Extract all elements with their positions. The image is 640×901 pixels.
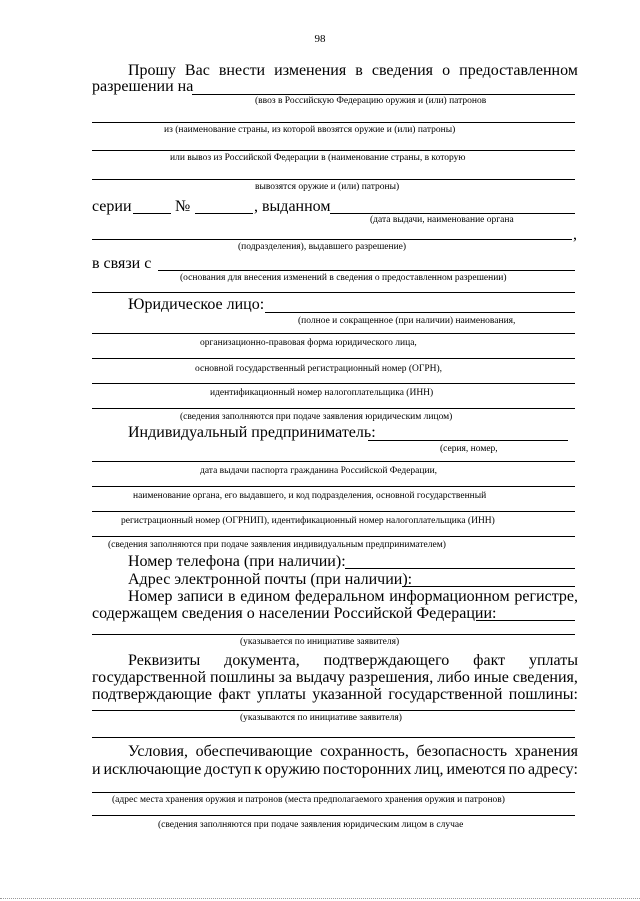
word: документа, bbox=[224, 652, 300, 669]
caption-storage-note: (сведения заполняются при подаче заявления юридическим лицом в случае bbox=[158, 820, 464, 830]
word: оружию bbox=[264, 761, 321, 778]
word: разрешения, bbox=[348, 669, 434, 686]
word: пошлины: bbox=[508, 686, 578, 703]
word: Реквизиты bbox=[128, 652, 201, 669]
word: доступ bbox=[204, 761, 252, 778]
page-number bbox=[0, 34, 640, 45]
caption-issuer: (подразделения), выдавшего разрешение) bbox=[238, 242, 407, 252]
word: за bbox=[278, 669, 293, 686]
word: факт bbox=[473, 652, 506, 669]
permit-label: разрешении на bbox=[92, 78, 194, 95]
word: государственной bbox=[92, 669, 207, 686]
word: сохранность, bbox=[320, 743, 409, 760]
permit-field[interactable] bbox=[192, 94, 575, 95]
comma: , bbox=[573, 226, 577, 243]
caption-reason: (основания для внесения изменений в сведения о предоставленном разрешении) bbox=[180, 273, 507, 283]
word: информационном bbox=[389, 588, 510, 605]
storage-line-2 bbox=[92, 762, 578, 778]
export-field[interactable] bbox=[92, 150, 575, 151]
word: регистре, bbox=[514, 588, 578, 605]
word: предоставленном bbox=[459, 62, 578, 79]
caption-ogrnip: регистрационный номер (ОГРНИП), идентификационный номер налогоплательщика (ИНН) bbox=[121, 516, 495, 526]
word: записи bbox=[177, 588, 224, 605]
request-intro bbox=[128, 63, 578, 79]
word: либо bbox=[437, 669, 470, 686]
word: к bbox=[254, 761, 262, 778]
series-field[interactable] bbox=[133, 213, 171, 214]
reason-field[interactable] bbox=[158, 270, 575, 271]
phone-field[interactable] bbox=[345, 568, 575, 569]
page-bottom-edge bbox=[0, 898, 640, 899]
word: исключающие bbox=[103, 761, 202, 778]
word: подтверждающие bbox=[92, 686, 213, 703]
ogrnip-field[interactable] bbox=[92, 511, 575, 512]
caption-issue-date: (дата выдачи, наименование органа bbox=[370, 215, 514, 225]
registry-line-1 bbox=[128, 589, 578, 605]
series-label: серии bbox=[92, 198, 132, 215]
caption-passport-date: дата выдачи паспорта гражданина Российской Федерации, bbox=[200, 466, 438, 476]
caption-legal-form: организационно-правовая форма юридического лица, bbox=[200, 338, 417, 348]
word: изменения bbox=[274, 62, 347, 79]
reason-field-2[interactable] bbox=[92, 292, 575, 293]
entrepreneur-field[interactable] bbox=[368, 440, 568, 441]
word: Условия, bbox=[128, 743, 188, 760]
page-number-text: 98 bbox=[314, 33, 326, 45]
word: по bbox=[508, 761, 526, 778]
storage-address-field[interactable] bbox=[92, 792, 575, 793]
payment-line-2 bbox=[92, 670, 578, 686]
storage-line-1 bbox=[128, 744, 578, 760]
phone-label: Номер телефона (при наличии): bbox=[128, 553, 346, 570]
word: Номер bbox=[128, 588, 173, 605]
issuer-field[interactable] bbox=[92, 239, 572, 240]
payment-line-1 bbox=[128, 653, 578, 669]
inn-field[interactable] bbox=[92, 383, 575, 384]
word: федеральном bbox=[295, 588, 385, 605]
passport-issuer-field[interactable] bbox=[92, 486, 575, 487]
caption-import: (ввоз в Российскую Федерацию оружия и (или) патронов bbox=[255, 96, 487, 106]
entrepreneur-extra-field[interactable] bbox=[92, 536, 575, 537]
word: выдачу bbox=[295, 669, 345, 686]
storage-extra-field[interactable] bbox=[92, 815, 575, 816]
word: хранения bbox=[514, 743, 578, 760]
caption-legal-note: (сведения заполняются при подаче заявления юридическим лицом) bbox=[180, 412, 453, 422]
issued-field[interactable] bbox=[330, 213, 575, 214]
word: безопасность bbox=[416, 743, 508, 760]
word: о bbox=[442, 62, 451, 79]
word: Прошу bbox=[128, 62, 176, 79]
word: государственной bbox=[388, 686, 503, 703]
number-field[interactable] bbox=[195, 213, 253, 214]
ogrn-field[interactable] bbox=[92, 358, 575, 359]
word: в bbox=[355, 62, 363, 79]
email-field[interactable] bbox=[402, 586, 575, 587]
legal-entity-label: Юридическое лицо: bbox=[128, 296, 265, 313]
legal-extra-field[interactable] bbox=[92, 408, 575, 409]
word: уплаты bbox=[528, 652, 578, 669]
word: сведения, bbox=[512, 669, 578, 686]
payment-field-2[interactable] bbox=[92, 737, 575, 738]
caption-ogrn: основной государственный регистрационный номер (ОГРН), bbox=[195, 364, 443, 374]
caption-entrepreneur-note: (сведения заполняются при подаче заявления индивидуальным предпринимателем) bbox=[108, 540, 446, 550]
caption-storage-address: (адрес места хранения оружия и патронов (места предполагаемого хранения оружия и патронов) bbox=[112, 795, 505, 805]
export-country-field[interactable] bbox=[92, 179, 575, 180]
registry-line-2: содержащем сведения о населении Российской Федерации: bbox=[92, 605, 497, 622]
word: адресу: bbox=[528, 761, 578, 778]
word: факт bbox=[218, 686, 251, 703]
payment-line-3 bbox=[92, 687, 578, 703]
word: и bbox=[92, 761, 101, 778]
legal-form-field[interactable] bbox=[92, 333, 575, 334]
word: подтверждающего bbox=[323, 652, 450, 669]
payment-field[interactable] bbox=[92, 710, 575, 711]
caption-export-country: вывозятся оружие и (или) патроны) bbox=[255, 182, 400, 192]
country-field[interactable] bbox=[92, 122, 575, 123]
word: в bbox=[227, 588, 236, 605]
issued-label: , выданном bbox=[254, 198, 331, 215]
word: уплаты bbox=[256, 686, 306, 703]
word: сведения bbox=[371, 62, 434, 79]
caption-legal-name: (полное и сокращенное (при наличии) наименования, bbox=[298, 316, 516, 326]
word: внести bbox=[218, 62, 266, 79]
registry-field[interactable] bbox=[476, 620, 575, 621]
word: Вас bbox=[184, 62, 210, 79]
word: посторонних bbox=[322, 761, 412, 778]
caption-payment: (указываются по инициативе заявителя) bbox=[240, 713, 402, 723]
legal-entity-field[interactable] bbox=[265, 312, 575, 313]
word: имеются bbox=[446, 761, 506, 778]
word: пошлины bbox=[209, 669, 275, 686]
number-label: № bbox=[175, 198, 191, 215]
caption-passport-series: (серия, номер, bbox=[440, 444, 498, 454]
entrepreneur-label: Индивидуальный предприниматель: bbox=[128, 424, 376, 441]
caption-registry: (указывается по инициативе заявителя) bbox=[240, 637, 400, 647]
word: лиц, bbox=[414, 761, 444, 778]
word: едином bbox=[240, 588, 291, 605]
registry-field-2[interactable] bbox=[92, 634, 575, 635]
caption-import-country: из (наименование страны, из которой ввозятся оружие и (или) патроны) bbox=[164, 125, 456, 135]
word: обеспечивающие bbox=[195, 743, 313, 760]
passport-date-field[interactable] bbox=[92, 461, 575, 462]
caption-inn: идентификационный номер налогоплательщика (ИНН) bbox=[210, 388, 434, 398]
reason-label: в связи с bbox=[92, 255, 152, 272]
word: иные bbox=[473, 669, 509, 686]
word: указанной bbox=[312, 686, 382, 703]
email-label: Адрес электронной почты (при наличии): bbox=[128, 571, 413, 588]
caption-export: или вывоз из Российской Федерации в (наименование страны, в которую bbox=[170, 153, 466, 163]
caption-passport-issuer: наименование органа, его выдавшего, и код подразделения, основной государственный bbox=[133, 491, 487, 501]
